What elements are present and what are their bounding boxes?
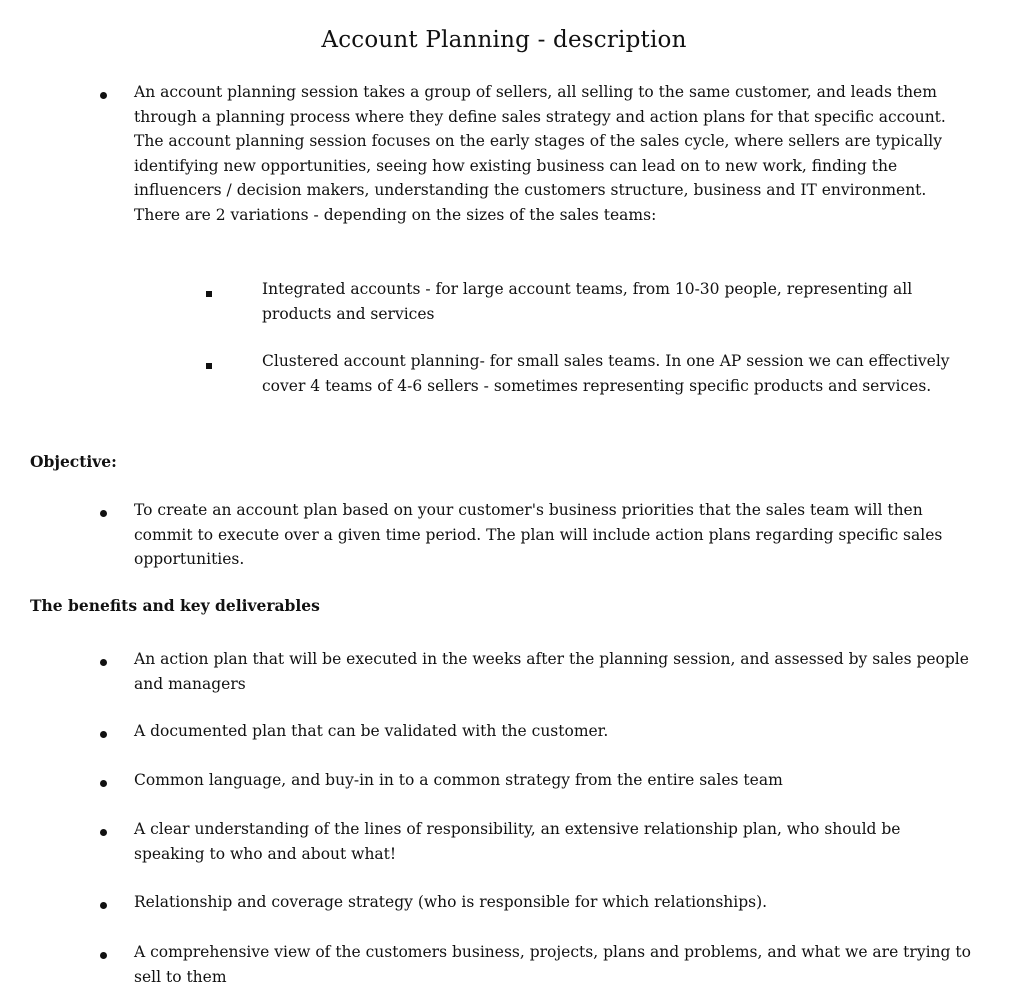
benefit-item: A clear understanding of the lines of responsibility, an extensive relationship plan, who should be speaking to who and about what! (134, 820, 901, 863)
benefit-item: An action plan that will be executed in the weeks after the planning session, and assessed by sales people and managers (134, 650, 969, 693)
bullet-icon (96, 500, 110, 525)
bullet-icon (96, 721, 110, 746)
benefit-item: A comprehensive view of the customers business, projects, plans and problems, and what we are trying to sell to them (134, 943, 971, 986)
benefit-item: A documented plan that can be validated with the customer. (134, 722, 609, 740)
objective-paragraph: To create an account plan based on your customer's business priorities that the sales team will then commit to execute over a given time period. The plan will include action plans regarding specific sales opportunities. (134, 501, 943, 568)
bullet-icon (96, 942, 110, 967)
square-bullet-icon (202, 352, 216, 377)
variation-item: Clustered account planning- for small sales teams. In one AP session we can effectively cover 4 teams of 4-6 sellers - sometimes representing specific products and services. (262, 352, 950, 395)
bullet-icon (96, 770, 110, 795)
bullet-icon (96, 819, 110, 844)
bullet-icon (96, 82, 110, 107)
benefits-heading: The benefits and key deliverables (30, 596, 320, 615)
variation-item: Integrated accounts - for large account teams, from 10-30 people, representing all products and services (262, 280, 913, 323)
square-bullet-icon (202, 280, 216, 305)
page-title: Account Planning - description (321, 27, 687, 53)
intro-paragraph: An account planning session takes a group of sellers, all selling to the same customer, and leads them through a planning process where they define sales strategy and action plans for that specific account. The account planning session focuses on the early stages of the sales cycle, where sellers are typically identifying new opportunities, seeing how existing business can lead on to new work, finding the influencers / decision makers, understanding the customers structure, business and IT environment. There are 2 variations - depending on the sizes of the sales teams: (134, 83, 946, 224)
objective-heading: Objective: (30, 452, 117, 471)
benefit-item: Common language, and buy-in in to a common strategy from the entire sales team (134, 771, 783, 789)
bullet-icon (96, 649, 110, 674)
bullet-icon (96, 892, 110, 917)
benefit-item: Relationship and coverage strategy (who is responsible for which relationships). (134, 893, 768, 911)
